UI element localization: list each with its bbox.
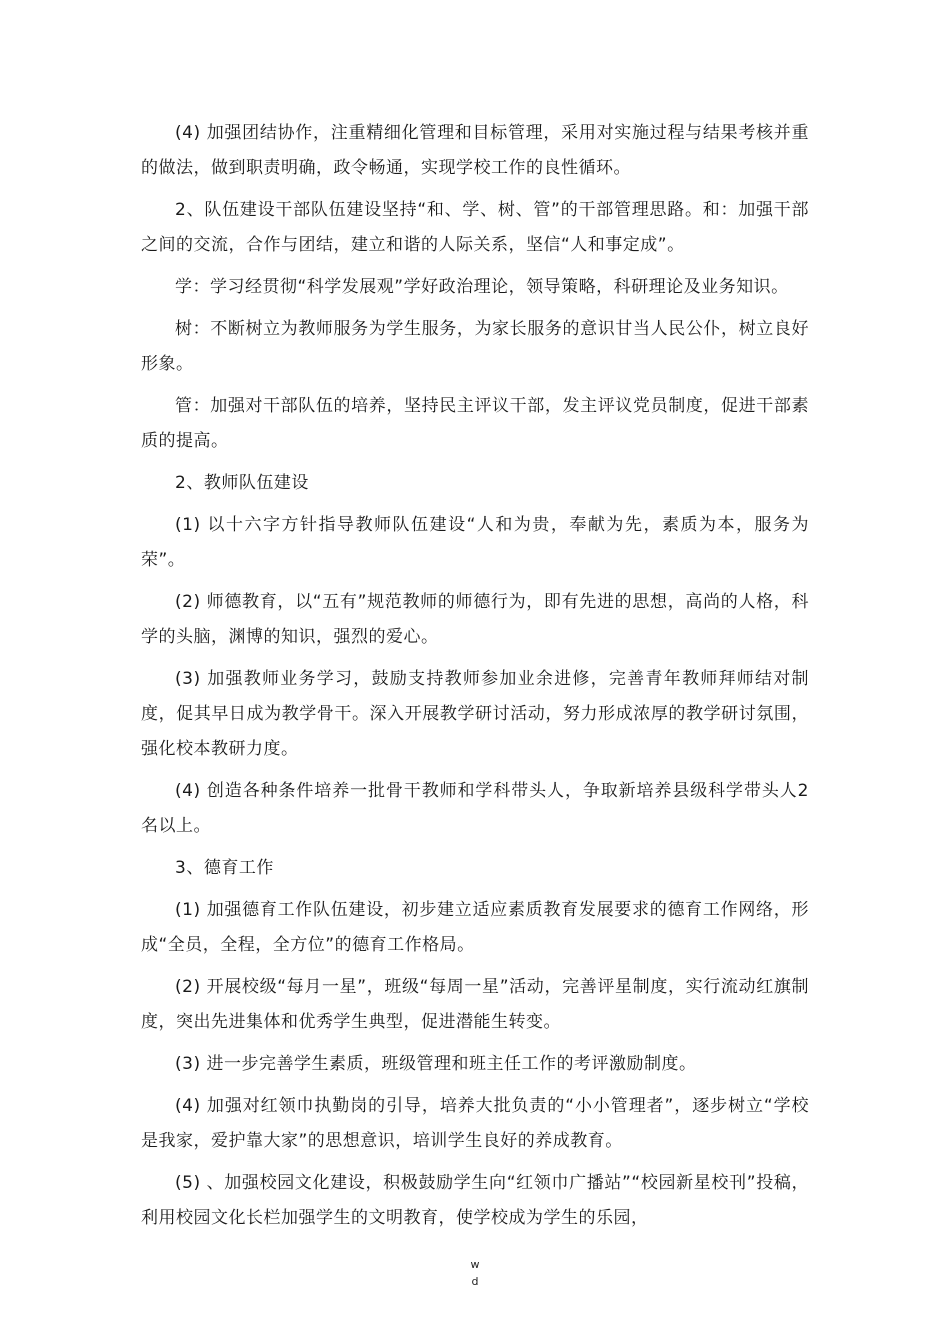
page-footer [0, 1256, 950, 1290]
paragraph: 学：学习经贯彻“科学发展观”学好政治理论，领导策略，科研理论及业务知识。 [175, 277, 789, 297]
paragraph: (2) 师德教育，以“五有”规范教师的师德行为，即有先进的思想，高尚的人格，科学的头脑，渊博的知识，强烈的爱心。 [141, 592, 809, 647]
paragraph: (1) 以十六字方针指导教师队伍建设“人和为贵，奉献为先，素质为本，服务为荣”。 [141, 515, 809, 570]
paragraph: (1) 加强德育工作队伍建设，初步建立适应素质教育发展要求的德育工作网络，形成“全员，全程，全方位”的德育工作格局。 [141, 900, 809, 955]
footer-line: d [471, 1275, 479, 1288]
document-body [141, 116, 809, 1243]
paragraph: (4) 创造各种条件培养一批骨干教师和学科带头人，争取新培养县级科学带头人2名以上。 [141, 781, 809, 836]
paragraph: 树：不断树立为教师服务为学生服务，为家长服务的意识甘当人民公仆，树立良好形象。 [141, 319, 809, 374]
paragraph: (4) 加强对红领巾执勤岗的引导，培养大批负责的“小小管理者”，逐步树立“学校是我家，爱护靠大家”的思想意识，培训学生良好的养成教育。 [141, 1096, 809, 1151]
paragraph: 2、队伍建设干部队伍建设坚持“和、学、树、管”的干部管理思路。和：加强干部之间的交流，合作与团结，建立和谐的人际关系，坚信“人和事定成”。 [141, 200, 809, 255]
section-heading: 2、教师队伍建设 [175, 473, 309, 493]
paragraph: (2) 开展校级“每月一星”，班级“每周一星”活动，完善评星制度，实行流动红旗制度，突出先进集体和优秀学生典型，促进潜能生转变。 [141, 977, 809, 1032]
paragraph: (4) 加强团结协作，注重精细化管理和目标管理，采用对实施过程与结果考核并重的做法，做到职责明确，政令畅通，实现学校工作的良性循环。 [141, 123, 809, 178]
section-heading: 3、德育工作 [175, 858, 274, 878]
paragraph: (3) 进一步完善学生素质，班级管理和班主任工作的考评激励制度。 [175, 1054, 697, 1074]
paragraph: (3) 加强教师业务学习，鼓励支持教师参加业余进修，完善青年教师拜师结对制度，促其早日成为教学骨干。深入开展教学研讨活动，努力形成浓厚的教学研讨氛围，强化校本教研力度。 [141, 669, 809, 759]
paragraph: (5) 、加强校园文化建设，积极鼓励学生向“红领巾广播站”“校园新星校刊”投稿，利用校园文化长栏加强学生的文明教育，使学校成为学生的乐园， [141, 1173, 809, 1228]
footer-line: w [470, 1258, 480, 1271]
paragraph: 管：加强对干部队伍的培养，坚持民主评议干部，发主评议党员制度，促进干部素质的提高。 [141, 396, 809, 451]
